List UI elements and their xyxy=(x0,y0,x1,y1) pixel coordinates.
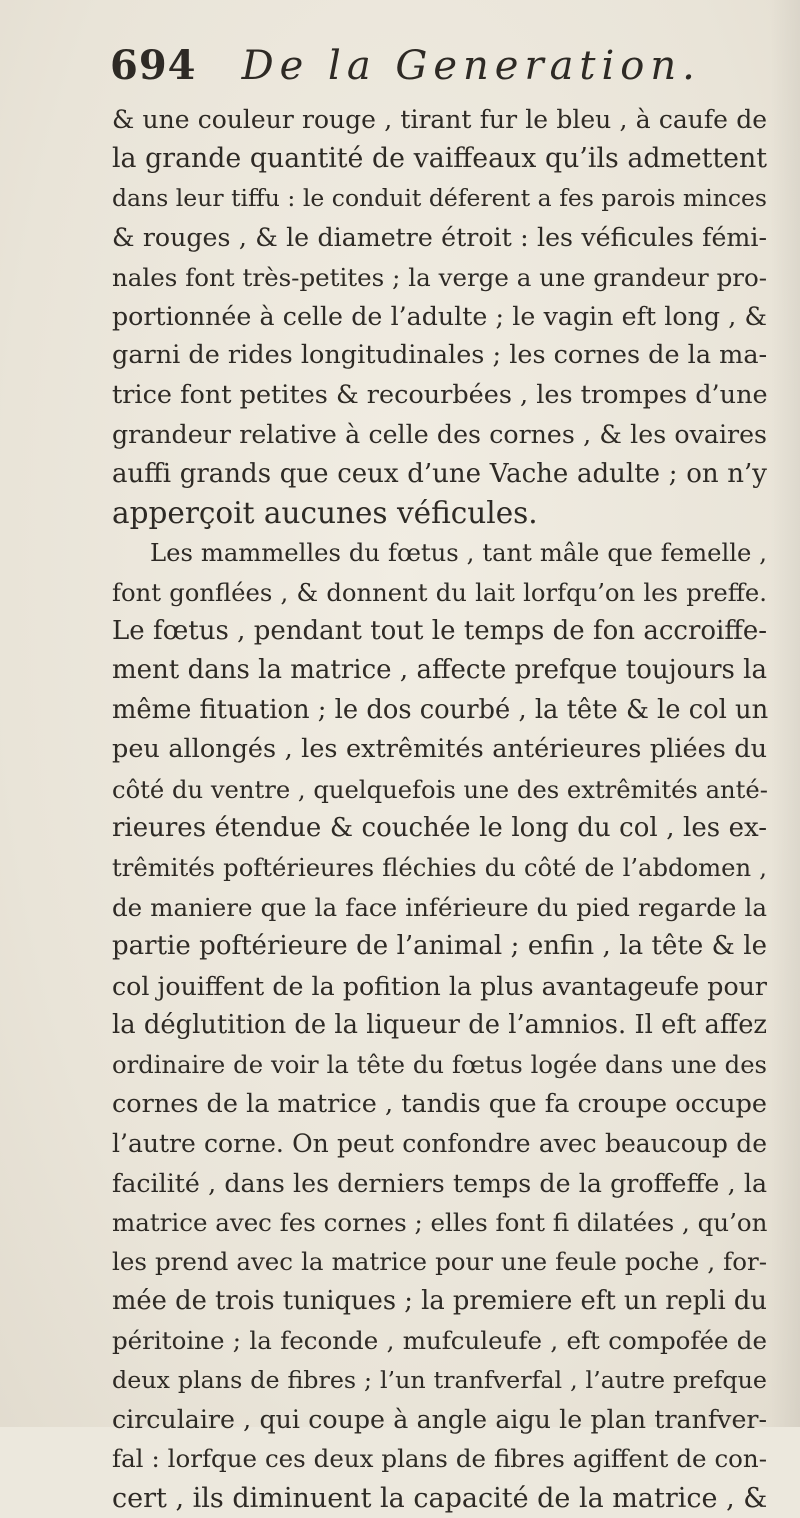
text-line: la grande quantité de vaiffeaux qu’ils admettent xyxy=(112,143,767,175)
text-line: les prend avec la matrice pour une feule poche , for- xyxy=(112,1247,767,1277)
text-line: & rouges , & le diametre étroit : les véficules fémi- xyxy=(112,223,767,253)
text-line: circulaire , qui coupe à angle aigu le plan tranfver- xyxy=(112,1404,767,1434)
text-line: de maniere que la face inférieure du pied regarde la xyxy=(112,892,767,922)
text-line: péritoine ; la feconde , mufculeufe , eft compofée de xyxy=(112,1326,767,1356)
text-line: même fituation ; le dos courbé , la tête & le col un xyxy=(112,694,769,725)
running-title: De la Generation. xyxy=(241,43,701,89)
text-line: cert , ils diminuent la capacité de la matrice , & xyxy=(112,1482,768,1514)
text-line: partie poftérieure de l’animal ; enfin , la tête & le xyxy=(112,931,767,962)
text-line: l’autre corne. On peut confondre avec beaucoup de xyxy=(112,1129,767,1159)
page-edge-shadow xyxy=(770,0,800,1427)
text-line: Les mammelles du fœtus , tant mâle que femelle , xyxy=(150,538,767,568)
text-line: rieures étendue & couchée le long du col , les ex- xyxy=(112,813,767,844)
text-line: ordinaire de voir la tête du fœtus logée dans une des xyxy=(112,1050,767,1080)
text-line: col jouiffent de la pofition la plus avantageufe pour xyxy=(112,971,767,1001)
text-line: deux plans de fibres ; l’un tranfverfal , l’autre prefque xyxy=(112,1365,767,1394)
text-line: grandeur relative à celle des cornes , & les ovaires xyxy=(112,420,767,450)
text-line: fal : lorfque ces deux plans de fibres agiffent de con- xyxy=(112,1444,767,1474)
text-line: & une couleur rouge , tirant fur le bleu , à caufe de xyxy=(112,105,767,134)
text-line: côté du ventre , quelquefois une des extrêmités anté- xyxy=(112,774,768,804)
text-line: matrice avec fes cornes ; elles font fi dilatées , qu’on xyxy=(112,1207,768,1237)
text-line: nales font très-petites ; la verge a une grandeur pro- xyxy=(112,262,767,292)
text-line: facilité , dans les derniers temps de la groffeffe , la xyxy=(112,1168,767,1198)
text-line: cornes de la matrice , tandis que fa croupe occupe xyxy=(112,1088,767,1119)
text-line: font gonflées , & donnent du lait lorfqu’on les preffe. xyxy=(112,577,767,607)
text-line: auffi grands que ceux d’une Vache adulte ; on n’y xyxy=(112,458,767,489)
body-text xyxy=(112,100,767,1518)
text-line: mée de trois tuniques ; la premiere eft un repli du xyxy=(112,1285,767,1316)
text-line: apperçoit aucunes véficules. xyxy=(112,495,538,530)
text-line: portionnée à celle de l’adulte ; le vagin eft long , & xyxy=(112,301,767,331)
page-header xyxy=(110,42,770,102)
text-line: dans leur tiffu : le conduit déferent a fes parois minces xyxy=(112,183,767,212)
text-line: la déglutition de la liqueur de l’amnios. Il eft affez xyxy=(112,1009,767,1040)
page-number: 694 xyxy=(110,42,197,89)
text-line: garni de rides longitudinales ; les cornes de la ma- xyxy=(112,340,768,371)
text-line: ment dans la matrice , affecte prefque toujours la xyxy=(112,655,767,686)
text-line: Le fœtus , pendant tout le temps de fon accroiffe- xyxy=(112,616,767,647)
text-line: peu allongés , les extrêmités antérieures pliées du xyxy=(112,734,767,765)
text-line: trêmités poftérieures fléchies du côté de l’abdomen , xyxy=(112,853,767,883)
text-line: trice font petites & recourbées , les trompes d’une xyxy=(112,379,768,410)
